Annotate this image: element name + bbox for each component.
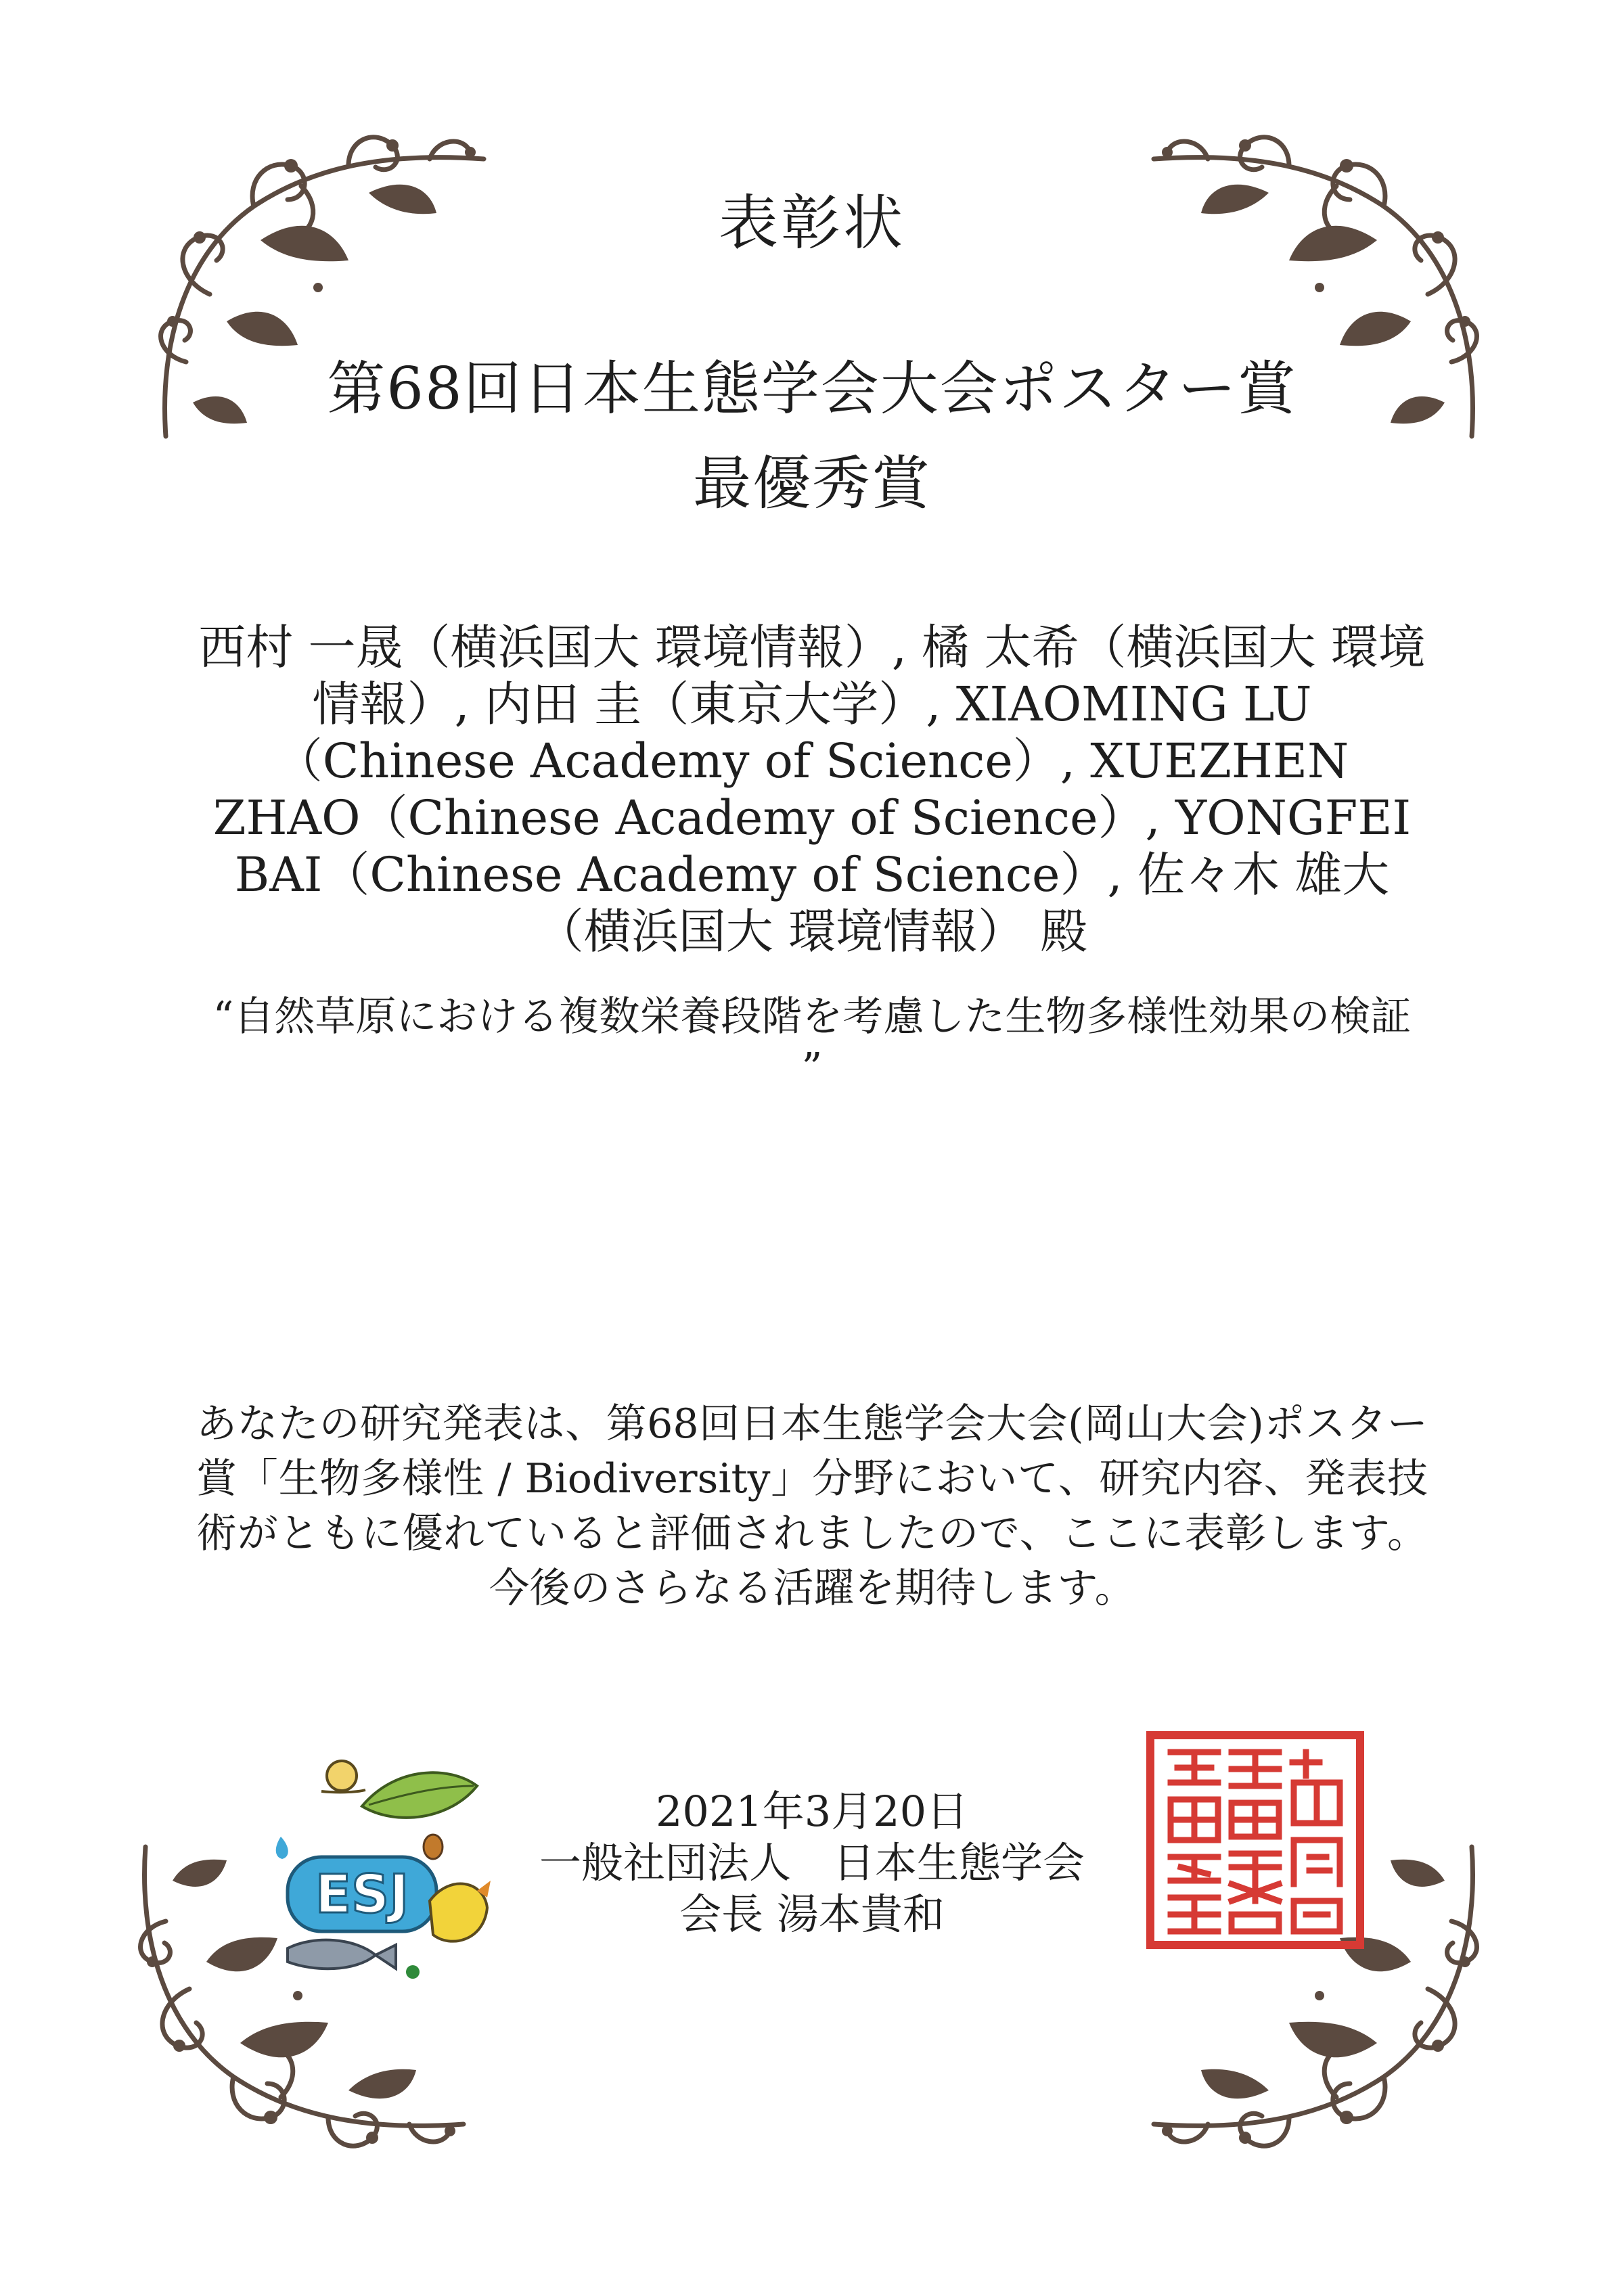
organization-name: 一般社団法人 日本生態学会 (539, 1838, 1085, 1887)
award-name: 第68回日本生態学会大会ポスター賞 (327, 355, 1297, 423)
award-rank: 最優秀賞 (693, 450, 931, 518)
esj-logo-icon (261, 1745, 491, 1996)
citation-text: あなたの研究発表は、第68回日本生態学会大会(岡山大会)ポスター賞「生物多様性 / Biodiversity」分野において、研究内容、発表技術がともに優れていると評価されましたので、ここに表彰します。今後のさらなる活躍を期待します。 (196, 1400, 1428, 1612)
president-name: 会長 湯本貴和 (679, 1889, 945, 1939)
recipient-list: 西村 一晟（横浜国大 環境情報）, 橘 太希（横浜国大 環境情報）, 内田 圭（東京大学）, XIAOMING LU（Chinese Academy of Science）, XUEZHEN ZHAO（Chinese Academy of Science）, YONGFEI BAI（Chinese Academy of Science）, 佐々木 雄大（横浜国大 環境情報） 殿 (198, 620, 1426, 959)
presentation-title: “自然草原における複数栄養段階を考慮した生物多様性効果の検証 ” (212, 993, 1412, 1092)
signature-block (474, 1786, 1150, 1940)
certificate-title: 表彰状 (718, 188, 905, 258)
award-date: 2021年3月20日 (655, 1787, 969, 1836)
red-seal-icon (1144, 1728, 1367, 1952)
esj-logo-text: ESJ (315, 1864, 409, 1925)
